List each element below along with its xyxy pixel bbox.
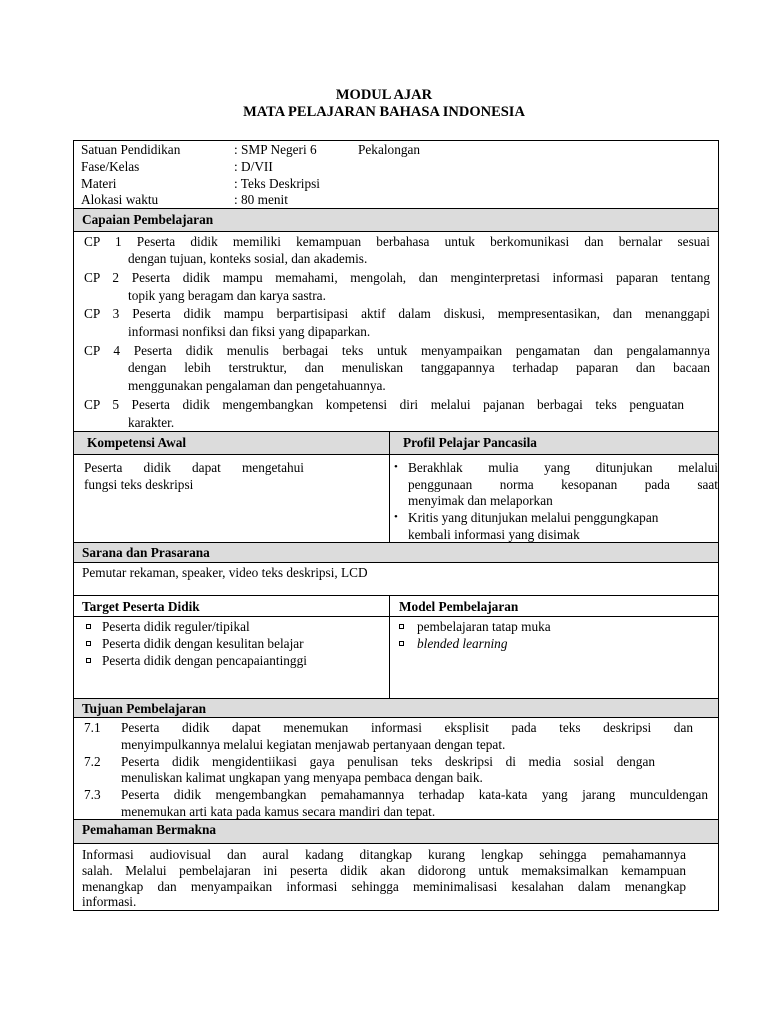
cp-item-continuation: karakter. <box>128 415 175 430</box>
square-bullet-icon <box>86 658 91 663</box>
tujuan-item-first-line: Peserta didik dapat menemukan informasi eksplisit pada teks deskripsi dan <box>121 720 693 735</box>
square-bullet-icon <box>86 641 91 646</box>
tujuan-item-continuation: menemukan arti kata pada kamus secara mandiri dan tepat. <box>121 804 436 819</box>
kompetensi-text: fungsi teks deskripsi <box>84 477 194 492</box>
divider <box>73 231 719 232</box>
model-heading: Model Pembelajaran <box>399 599 519 614</box>
profil-heading: Profil Pelajar Pancasila <box>403 435 537 450</box>
cp-item-first-line: CP 2 Peserta didik mampu memahami, mengolah, dan menginterpretasi informasi paparan tentang <box>84 270 710 285</box>
info-label: Satuan Pendidikan <box>81 142 181 157</box>
cp-item-first-line: CP 3 Peserta didik mampu berpartisipasi aktif dalam diskusi, mempresentasikan, dan menanggapi <box>84 306 710 321</box>
info-value: : 80 menit <box>234 192 288 207</box>
info-label: Materi <box>81 176 117 191</box>
kompetensi-text: Peserta didik dapat mengetahui <box>84 460 304 475</box>
profil-item-text: penggunaan norma kesopanan pada saat <box>408 477 718 492</box>
model-item: blended learning <box>417 636 508 651</box>
info-value: : SMP Negeri 6 <box>234 142 317 157</box>
square-bullet-icon <box>86 624 91 629</box>
divider <box>73 717 719 718</box>
profil-item-text: menyimak dan melaporkan <box>408 493 553 508</box>
sarana-text: Pemutar rekaman, speaker, video teks deskripsi, LCD <box>82 565 368 580</box>
document-subtitle: MATA PELAJARAN BAHASA INDONESIA <box>243 104 525 120</box>
divider <box>73 542 719 543</box>
divider <box>73 431 719 432</box>
square-bullet-icon <box>399 641 404 646</box>
divider <box>73 698 719 699</box>
divider <box>73 843 719 844</box>
tujuan-item-number: 7.1 <box>84 720 101 735</box>
divider <box>73 562 719 563</box>
info-label: Alokasi waktu <box>81 192 159 207</box>
sarana-heading: Sarana dan Prasarana <box>82 545 210 560</box>
kompetensi-heading: Kompetensi Awal <box>87 435 187 450</box>
target-heading: Target Peserta Didik <box>82 599 200 614</box>
profil-item-text: kembali informasi yang disimak <box>408 527 580 542</box>
info-value: : D/VII <box>234 159 273 174</box>
square-bullet-icon <box>399 624 404 629</box>
bullet-icon: • <box>394 511 398 523</box>
profil-item-text: Kritis yang ditunjukan melalui penggungkapan <box>408 510 659 525</box>
divider <box>73 595 719 596</box>
divider <box>73 454 719 455</box>
cp-item-continuation: dengan lebih terstruktur, dan menuliskan tanggapannya terhadap paparan dan bacaan <box>128 360 710 375</box>
pemahaman-line: informasi. <box>82 894 137 909</box>
document-title: MODUL AJAR <box>335 87 433 103</box>
divider <box>73 208 719 209</box>
cp-item-continuation: topik yang beragam dan karya sastra. <box>128 288 326 303</box>
pemahaman-line: salah. Melalui pembelajaran ini peserta didik akan didorong untuk memaksimalkan kemampuan <box>82 863 686 878</box>
info-label: Fase/Kelas <box>81 159 140 174</box>
divider <box>73 616 719 617</box>
column-divider <box>389 595 390 699</box>
info-value-extra: Pekalongan <box>358 142 421 157</box>
cp-item-first-line: CP 5 Peserta didik mengembangkan kompetensi diri melalui pajanan berbagai teks penguatan <box>84 397 684 412</box>
capaian-heading: Capaian Pembelajaran <box>82 212 214 227</box>
tujuan-item-first-line: Peserta didik mengidentiikasi gaya penulisan teks deskripsi di media sosial dengan <box>121 754 655 769</box>
bullet-icon: • <box>394 461 398 473</box>
profil-item-text: Berakhlak mulia yang ditunjukan melalui <box>408 460 718 475</box>
tujuan-item-number: 7.2 <box>84 754 101 769</box>
tujuan-item-continuation: menyimpulkannya melalui kegiatan menjawab pertanyaan dengan tepat. <box>121 737 506 752</box>
cp-item-continuation: dengan tujuan, konteks sosial, dan akademis. <box>128 251 368 266</box>
info-value: : Teks Deskripsi <box>234 176 320 191</box>
tujuan-item-first-line: Peserta didik mengembangkan pemahamannya terhadap kata-kata yang jarang munculdengan <box>121 787 708 802</box>
pemahaman-line: Informasi audiovisual dan aural kadang ditangkap kurang lengkap sehingga pemahamannya <box>82 847 686 862</box>
pemahaman-line: menangkap dan menyampaikan informasi sehingga meminimalisasi kesalahan dalam menangkap <box>82 879 686 894</box>
cp-item-continuation: menggunakan pengalaman dan pengetahuannya. <box>128 378 386 393</box>
cp-item-first-line: CP 4 Peserta didik menulis berbagai teks untuk menyampaikan pengamatan dan pengalamannya <box>84 343 710 358</box>
target-item: Peserta didik reguler/tipikal <box>102 619 250 634</box>
pemahaman-heading: Pemahaman Bermakna <box>82 822 217 837</box>
target-item: Peserta didik dengan pencapaiantinggi <box>102 653 307 668</box>
column-divider <box>389 431 390 543</box>
tujuan-item-continuation: menuliskan kalimat ungkapan yang menyapa pembaca dengan baik. <box>121 770 483 785</box>
tujuan-heading: Tujuan Pembelajaran <box>82 701 206 716</box>
target-item: Peserta didik dengan kesulitan belajar <box>102 636 304 651</box>
tujuan-item-number: 7.3 <box>84 787 101 802</box>
cp-item-continuation: informasi nonfiksi dan fiksi yang dipaparkan. <box>128 324 371 339</box>
model-item: pembelajaran tatap muka <box>417 619 551 634</box>
cp-item-first-line: CP 1 Peserta didik memiliki kemampuan berbahasa untuk berkomunikasi dan bernalar sesuai <box>84 234 710 249</box>
